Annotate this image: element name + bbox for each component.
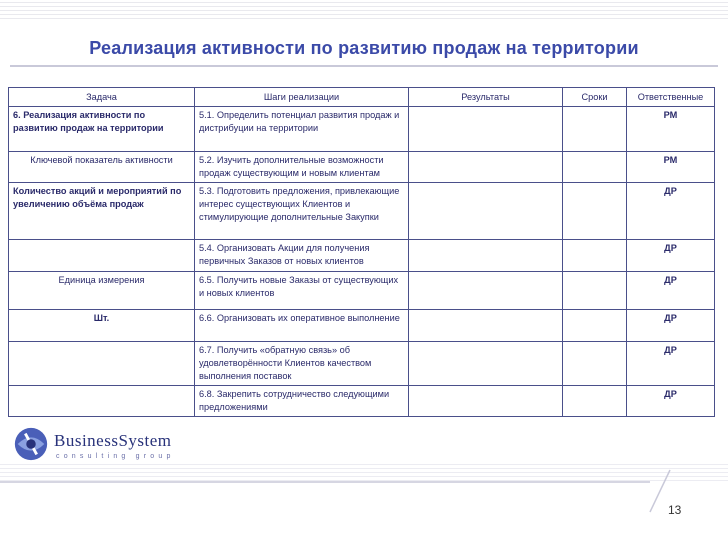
footer-divider [0, 460, 728, 546]
company-logo [12, 425, 212, 465]
step-cell: 6.8. Закрепить сотрудничество следующими предложениями [195, 386, 409, 417]
term-cell [563, 386, 627, 417]
page-title: Реализация активности по развитию продаж на территории [89, 38, 639, 58]
header-results: Результаты [409, 88, 563, 107]
result-cell [409, 272, 563, 310]
responsible-cell: ДР [627, 342, 715, 386]
responsible-cell: РМ [627, 152, 715, 183]
term-cell [563, 183, 627, 240]
responsible-cell: ДР [627, 272, 715, 310]
header-responsible: Ответственные [627, 88, 715, 107]
table-row [9, 152, 715, 183]
result-cell [409, 107, 563, 152]
task-cell [9, 386, 195, 417]
step-cell: 5.1. Определить потенциал развития продаж и дистрибуции на территории [195, 107, 409, 152]
term-cell [563, 240, 627, 272]
task-cell [9, 342, 195, 386]
result-cell [409, 386, 563, 417]
term-cell [563, 272, 627, 310]
responsible-cell: ДР [627, 240, 715, 272]
logo-mark-icon [12, 425, 50, 463]
task-cell: 6. Реализация активности по развитию продаж на территории [9, 107, 195, 152]
page-number: 13 [668, 503, 682, 517]
step-cell: 6.6. Организовать их оперативное выполнение [195, 310, 409, 342]
step-cell: 6.7. Получить «обратную связь» об удовлетворённости Клиентов качеством выполнения поставок [195, 342, 409, 386]
task-cell: Шт. [9, 310, 195, 342]
table-row [9, 342, 715, 386]
table-row [9, 240, 715, 272]
responsible-cell: ДР [627, 183, 715, 240]
table-row [9, 183, 715, 240]
step-cell: 5.3. Подготовить предложения, привлекающие интерес существующих Клиентов и стимулирующие дополнительные Закупки [195, 183, 409, 240]
logo-tagline: consulting group [56, 453, 175, 460]
table-row [9, 272, 715, 310]
header-steps: Шаги реализации [195, 88, 409, 107]
result-cell [409, 152, 563, 183]
step-cell: 6.5. Получить новые Заказы от существующих и новых клиентов [195, 272, 409, 310]
task-cell [9, 240, 195, 272]
responsible-cell: ДР [627, 310, 715, 342]
action-plan-table [8, 87, 715, 417]
result-cell [409, 240, 563, 272]
table-row [9, 107, 715, 152]
table-row [9, 386, 715, 417]
step-cell: 5.4. Организовать Акции для получения первичных Заказов от новых клиентов [195, 240, 409, 272]
task-cell: Количество акций и мероприятий по увеличению объёма продаж [9, 183, 195, 240]
table-header-row [9, 88, 715, 107]
step-cell: 5.2. Изучить дополнительные возможности продаж существующим и новым клиентам [195, 152, 409, 183]
title-divider [10, 65, 718, 67]
term-cell [563, 152, 627, 183]
responsible-cell: РМ [627, 107, 715, 152]
header-task: Задача [9, 88, 195, 107]
logo-name: BusinessSystem [54, 431, 172, 450]
responsible-cell: ДР [627, 386, 715, 417]
table-row [9, 310, 715, 342]
result-cell [409, 342, 563, 386]
result-cell [409, 310, 563, 342]
term-cell [563, 107, 627, 152]
task-cell: Ключевой показатель активности [9, 152, 195, 183]
header-terms: Сроки [563, 88, 627, 107]
term-cell [563, 342, 627, 386]
header-stripes [0, 0, 728, 22]
task-cell: Единица измерения [9, 272, 195, 310]
result-cell [409, 183, 563, 240]
term-cell [563, 310, 627, 342]
